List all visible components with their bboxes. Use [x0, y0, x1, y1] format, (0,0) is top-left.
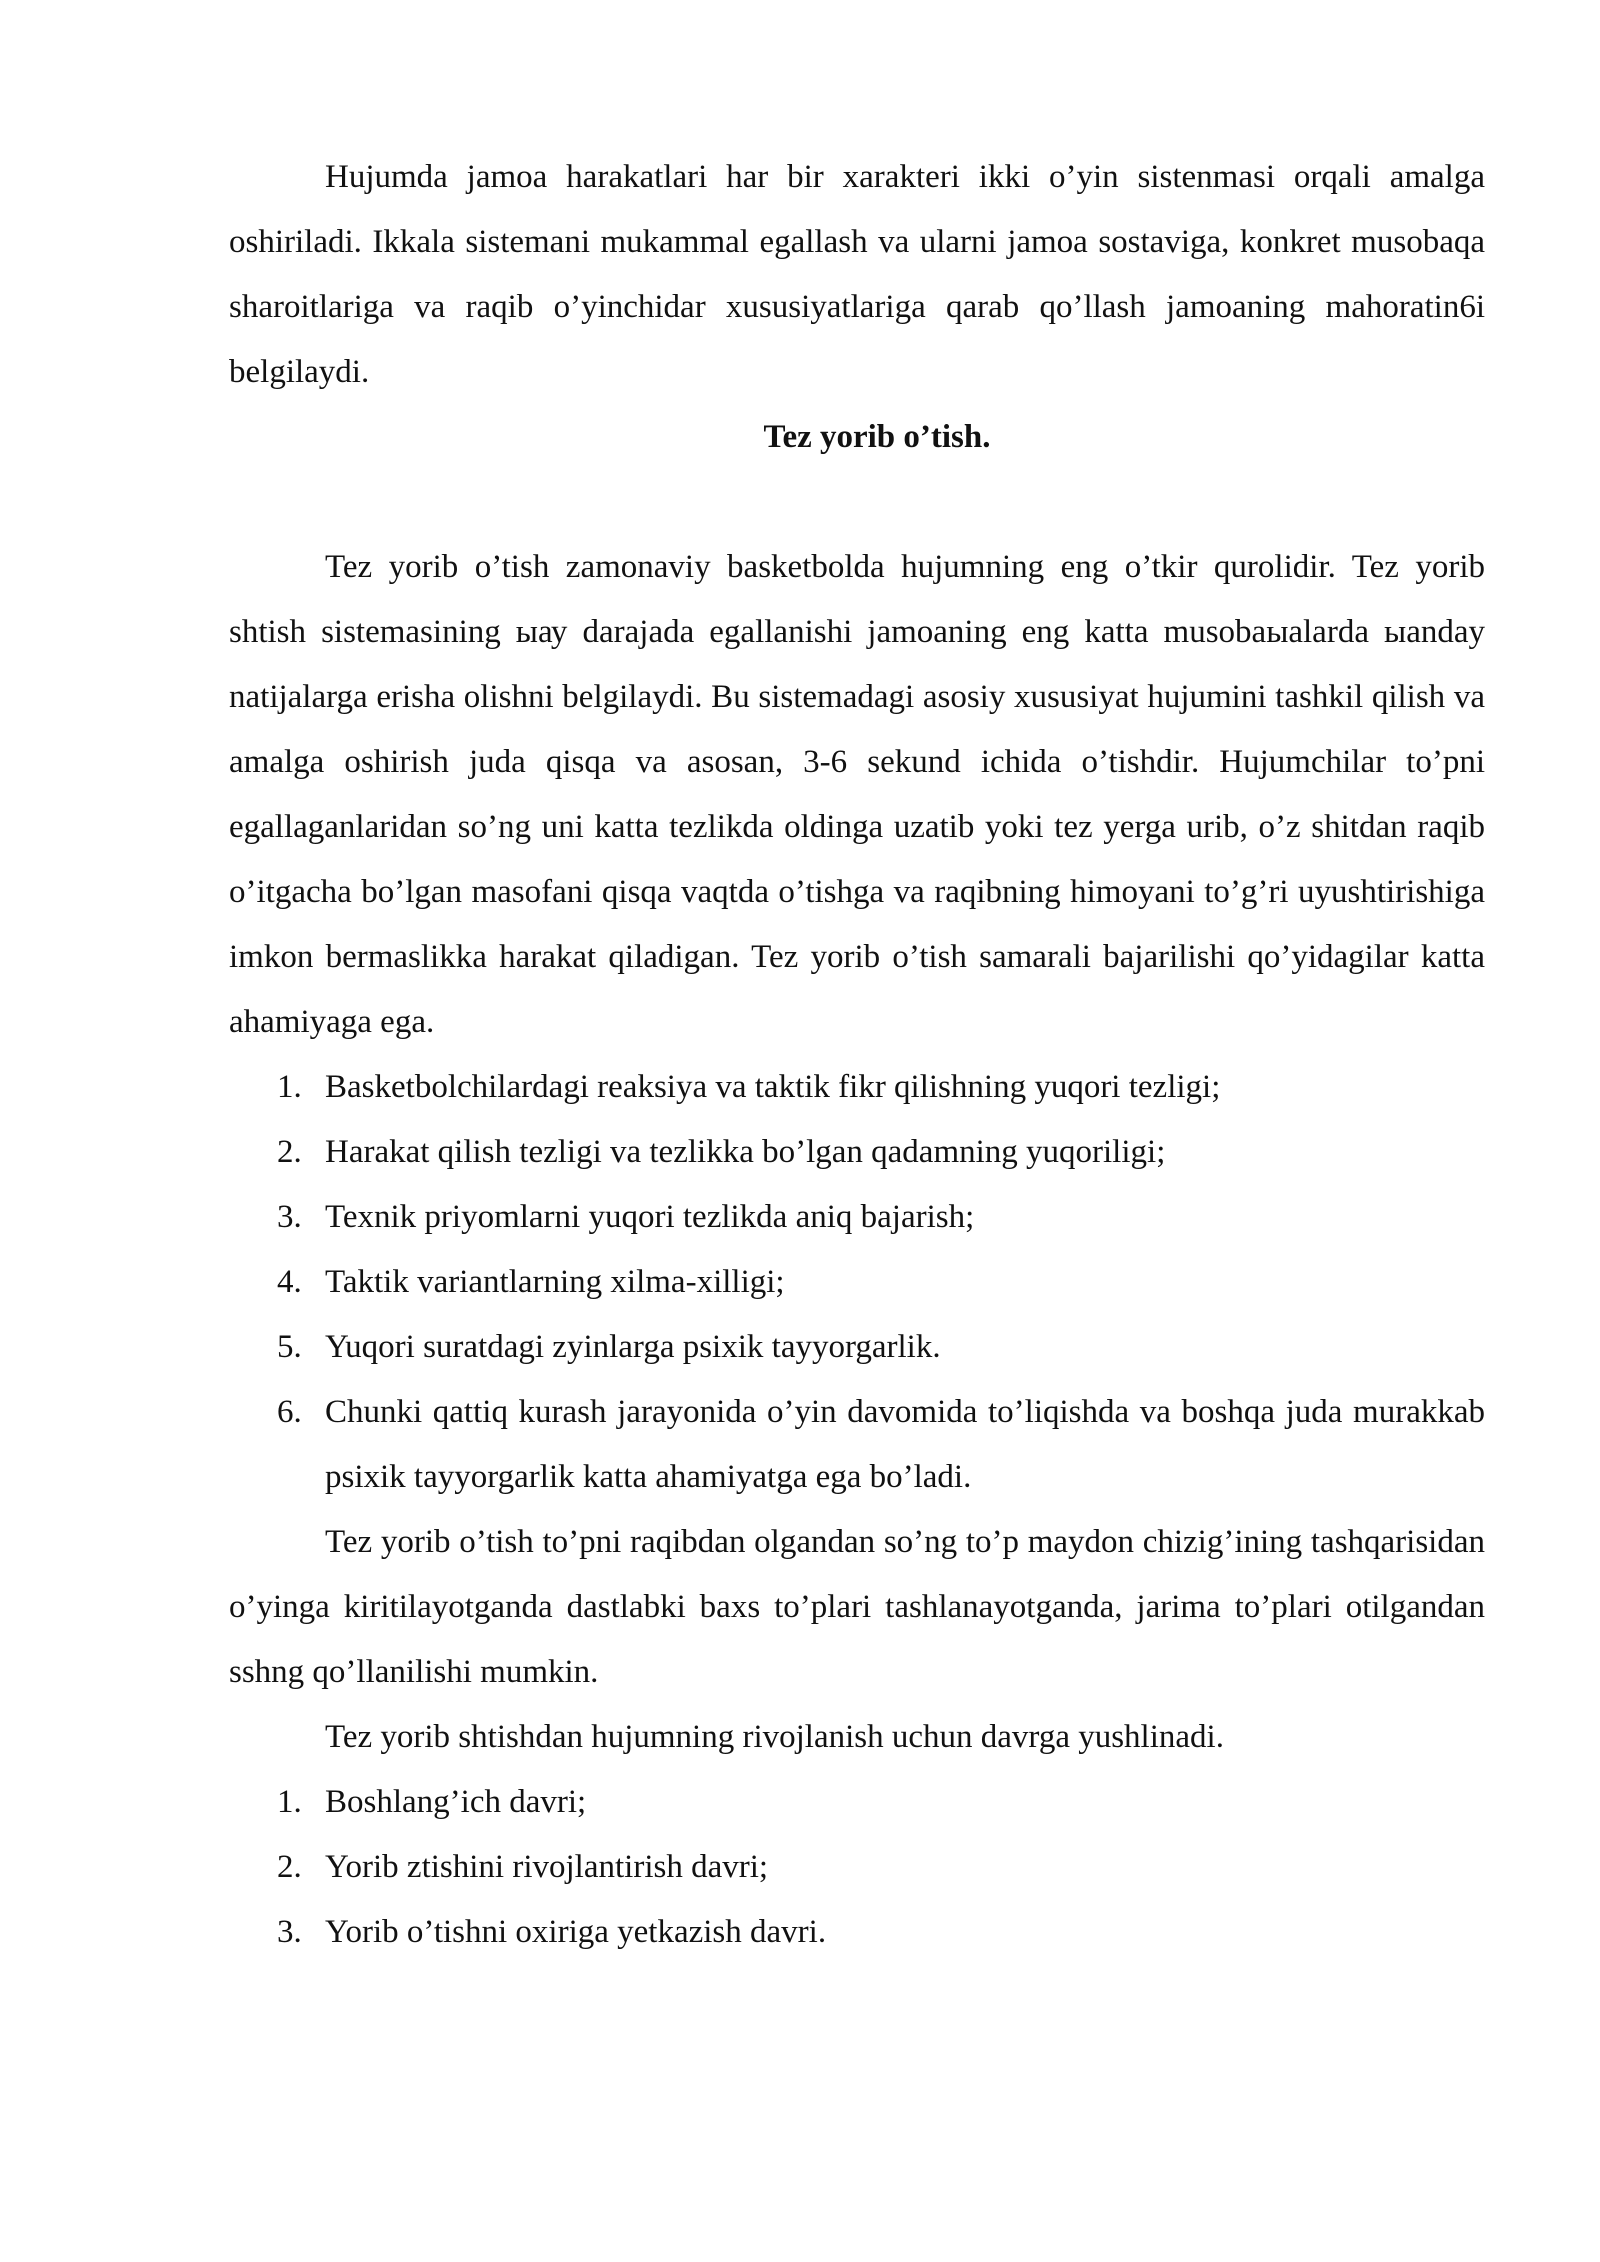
- list-item-text: Harakat qilish tezligi va tezlikka bo’lgan qadamning yuqoriligi;: [325, 1134, 1166, 1170]
- list-item-text: Basketbolchilardagi reaksiya va taktik fikr qilishning yuqori tezligi;: [325, 1069, 1221, 1105]
- paragraph: Tez yorib shtishdan hujumning rivojlanish uchun davrga yushlinadi.: [325, 1719, 1224, 1755]
- list-item-text: Taktik variantlarning xilma-xilligi;: [325, 1264, 785, 1300]
- list-number: 6.: [277, 1394, 302, 1430]
- document-page: [229, 145, 1485, 1965]
- list-item: [229, 1185, 1485, 1250]
- blank-line: [229, 470, 1485, 535]
- list-item-text: Yuqori suratdagi zyinlarga psixik tayyorgarlik.: [325, 1329, 941, 1365]
- list-item: [229, 1380, 1485, 1510]
- list-item-text: Texnik priyomlarni yuqori tezlikda aniq bajarish;: [325, 1199, 975, 1235]
- list-item: [229, 1055, 1485, 1120]
- list-item-text: Chunki qattiq kurash jarayonida o’yin davomida to’liqishda va boshqa juda murakkab psixik tayyorgarlik katta ahamiyatga ega bo’ladi.: [325, 1394, 1485, 1495]
- list-number: 1.: [277, 1784, 302, 1820]
- list-number: 5.: [277, 1329, 302, 1365]
- list-number: 3.: [277, 1199, 302, 1235]
- list-item: [229, 1770, 1485, 1835]
- list-item-text: Yorib o’tishni oxiriga yetkazish davri.: [325, 1914, 827, 1950]
- list-item-text: Yorib ztishini rivojlantirish davri;: [325, 1849, 769, 1885]
- list-number: 4.: [277, 1264, 302, 1300]
- list-item-text: Boshlang’ich davri;: [325, 1784, 587, 1820]
- paragraph: Hujumda jamoa harakatlari har bir xarakteri ikki o’yin sistenmasi orqali amalga oshiriladi. Ikkala sistemani mukammal egallash va ularni jamoa sostaviga, konkret musobaqa sharoitlariga va raqib o’yinchidar xususiyatlariga qarab qo’llash jamoaning mahoratin6i belgilaydi.: [229, 159, 1485, 390]
- list-number: 1.: [277, 1069, 302, 1105]
- list-number: 2.: [277, 1134, 302, 1170]
- list-item: [229, 1835, 1485, 1900]
- paragraph: Tez yorib o’tish zamonaviy basketbolda hujumning eng o’tkir qurolidir. Tez yorib shtish sistemasining ыау darajada egallanishi jamoaning eng katta musobaыalarda ыanday natijalarga erisha olishni belgilaydi. Bu sistemadagi asosiy xususiyat hujumini tashkil qilish va amalga oshirish juda qisqa va asosan, 3-6 sekund ichida o’tishdir. Hujumchilar to’pni egallaganlaridan so’ng uni katta tezlikda oldinga uzatib yoki tez yerga urib, o’z shitdan raqib o’itgacha bo’lgan masofani qisqa vaqtda o’tishga va raqibning himoyani to’g’ri uyushtirishiga imkon bermaslikka harakat qiladigan. Tez yorib o’tish samarali bajarilishi qo’yidagilar katta ahamiyaga ega.: [229, 549, 1485, 1040]
- list-number: 3.: [277, 1914, 302, 1950]
- list-item: [229, 1315, 1485, 1380]
- section-heading: Tez yorib o’tish.: [763, 419, 991, 455]
- numbered-list: [229, 1055, 1485, 1510]
- numbered-list: [229, 1770, 1485, 1965]
- list-item: [229, 1900, 1485, 1965]
- list-item: [229, 1250, 1485, 1315]
- list-number: 2.: [277, 1849, 302, 1885]
- paragraph: Tez yorib o’tish to’pni raqibdan olgandan so’ng to’p maydon chizig’ining tashqarisidan o’yinga kiritilayotganda dastlabki baxs to’plari tashlanayotganda, jarima to’plari otilgandan sshng qo’llanilishi mumkin.: [229, 1524, 1485, 1690]
- list-item: [229, 1120, 1485, 1185]
